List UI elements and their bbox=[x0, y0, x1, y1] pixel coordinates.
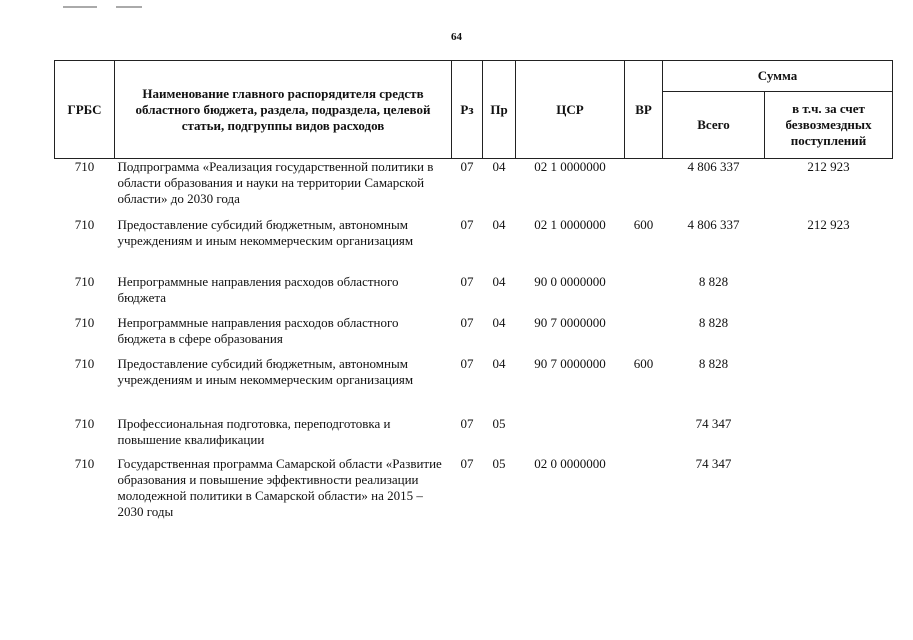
cell-free bbox=[765, 315, 893, 356]
cell-vr: 600 bbox=[633, 356, 654, 371]
table-body bbox=[55, 159, 893, 547]
cell-rz: 07 bbox=[460, 416, 474, 431]
cell-total: 74 347 bbox=[695, 416, 732, 431]
cell-rz: 07 bbox=[460, 274, 474, 289]
table-row bbox=[55, 217, 893, 274]
cell-total: 8 828 bbox=[698, 274, 729, 289]
header-free: в т.ч. за счет безвозмездных поступлений bbox=[765, 92, 893, 159]
cell-grbs: 710 bbox=[74, 274, 95, 289]
cell-csr: 02 1 0000000 bbox=[534, 217, 606, 232]
cell-pr: 04 bbox=[492, 274, 506, 289]
cell-free bbox=[765, 456, 893, 546]
cell-free bbox=[765, 356, 893, 416]
scan-artifact-mark bbox=[63, 6, 97, 8]
header-grbs: ГРБС bbox=[55, 61, 115, 159]
cell-total: 4 806 337 bbox=[687, 159, 740, 174]
cell-grbs: 710 bbox=[74, 159, 95, 174]
cell-rz: 07 bbox=[460, 217, 474, 232]
cell-pr: 05 bbox=[492, 416, 506, 431]
cell-csr: 90 7 0000000 bbox=[534, 356, 606, 371]
cell-vr bbox=[625, 416, 663, 456]
cell-total: 74 347 bbox=[695, 456, 732, 471]
cell-total: 8 828 bbox=[698, 315, 729, 330]
cell-name: Предоставление субсидий бюджетным, автономным учреждениям и иным некоммерческим организациям bbox=[117, 356, 414, 387]
cell-total: 8 828 bbox=[698, 356, 729, 371]
cell-rz: 07 bbox=[460, 356, 474, 371]
cell-grbs: 710 bbox=[74, 356, 95, 371]
page-number: 64 bbox=[451, 31, 462, 43]
cell-vr bbox=[625, 274, 663, 315]
table-row bbox=[55, 456, 893, 546]
cell-grbs: 710 bbox=[74, 416, 95, 431]
cell-csr: 90 7 0000000 bbox=[534, 315, 606, 330]
cell-csr bbox=[516, 416, 625, 456]
header-sum: Сумма bbox=[663, 61, 893, 92]
table-row bbox=[55, 274, 893, 315]
cell-vr bbox=[625, 315, 663, 356]
cell-free: 212 923 bbox=[807, 217, 850, 232]
cell-csr: 02 1 0000000 bbox=[534, 159, 606, 174]
cell-pr: 04 bbox=[492, 217, 506, 232]
scan-artifact-mark bbox=[116, 6, 142, 8]
cell-name: Непрограммные направления расходов областного бюджета bbox=[117, 274, 399, 305]
cell-vr: 600 bbox=[633, 217, 654, 232]
table-header bbox=[55, 61, 893, 159]
cell-free: 212 923 bbox=[807, 159, 850, 174]
header-vr: ВР bbox=[625, 61, 663, 159]
cell-pr: 04 bbox=[492, 356, 506, 371]
table-row bbox=[55, 159, 893, 218]
cell-grbs: 710 bbox=[74, 456, 95, 471]
cell-free bbox=[765, 274, 893, 315]
cell-pr: 05 bbox=[492, 456, 506, 471]
cell-name: Профессиональная подготовка, переподготовка и повышение квалификации bbox=[117, 416, 391, 447]
cell-name: Непрограммные направления расходов областного бюджета в сфере образования bbox=[117, 315, 399, 346]
cell-csr: 02 0 0000000 bbox=[534, 456, 606, 471]
cell-total: 4 806 337 bbox=[687, 217, 740, 232]
cell-name: Предоставление субсидий бюджетным, автономным учреждениям и иным некоммерческим организациям bbox=[117, 217, 414, 248]
cell-rz: 07 bbox=[460, 315, 474, 330]
table-row bbox=[55, 416, 893, 456]
header-rz: Рз bbox=[452, 61, 483, 159]
table-row bbox=[55, 315, 893, 356]
cell-rz: 07 bbox=[460, 456, 474, 471]
table-row bbox=[55, 356, 893, 416]
cell-csr: 90 0 0000000 bbox=[534, 274, 606, 289]
cell-vr bbox=[625, 456, 663, 546]
cell-vr bbox=[625, 159, 663, 218]
budget-table bbox=[54, 60, 893, 546]
cell-pr: 04 bbox=[492, 315, 506, 330]
cell-name: Подпрограмма «Реализация государственной политики в области образования и науки на территории Самарской области» до 2030 года bbox=[117, 159, 434, 206]
header-pr: Пр bbox=[483, 61, 516, 159]
cell-grbs: 710 bbox=[74, 315, 95, 330]
header-name: Наименование главного распорядителя средств областного бюджета, раздела, подраздела, целевой статьи, подгруппы видов расходов bbox=[115, 61, 452, 159]
cell-free bbox=[765, 416, 893, 456]
cell-name: Государственная программа Самарской области «Развитие образования и повышение эффективности реализации молодежной политики в Самарской области» на 2015 – 2030 годы bbox=[117, 456, 442, 519]
header-csr: ЦСР bbox=[516, 61, 625, 159]
cell-pr: 04 bbox=[492, 159, 506, 174]
cell-rz: 07 bbox=[460, 159, 474, 174]
cell-grbs: 710 bbox=[74, 217, 95, 232]
header-total: Всего bbox=[663, 92, 765, 159]
